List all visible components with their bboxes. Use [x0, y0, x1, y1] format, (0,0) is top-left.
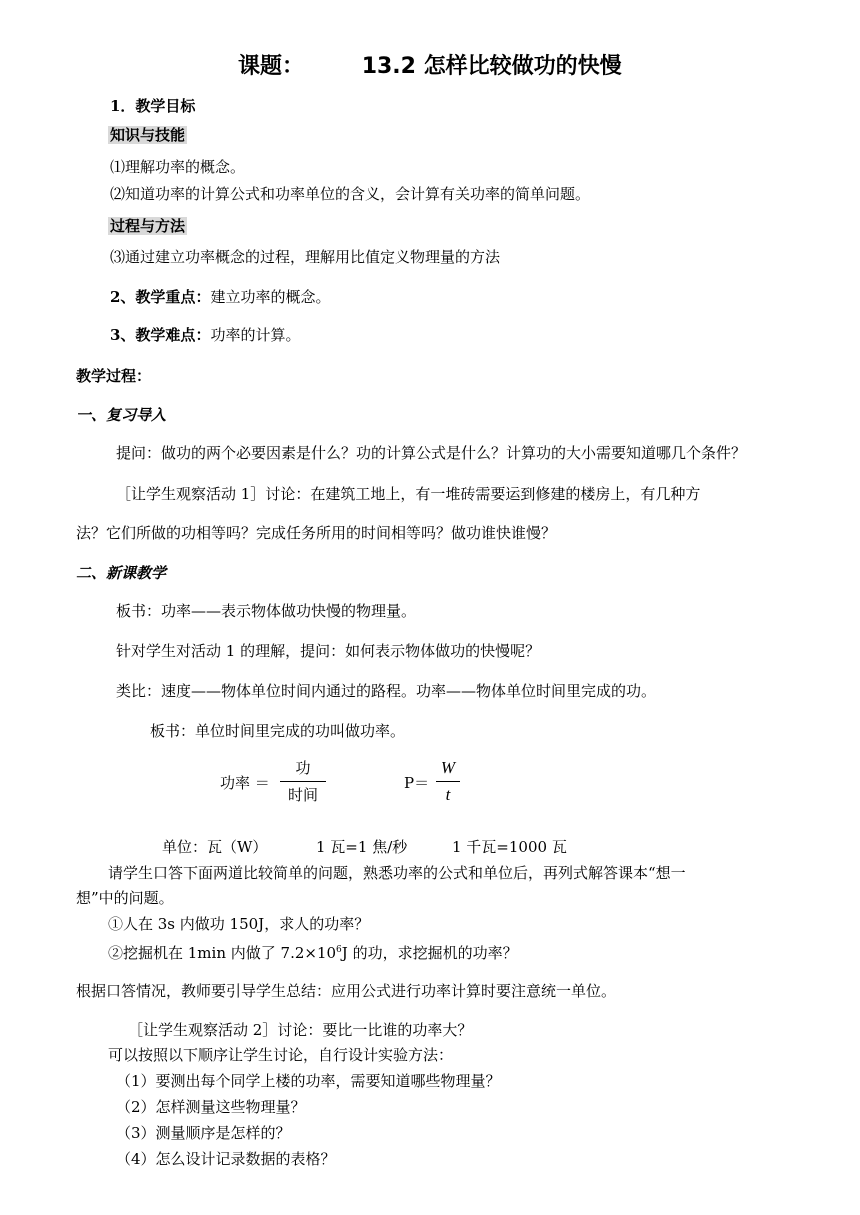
key-point-label: 2、教学重点： — [110, 288, 211, 306]
fraction-bar — [436, 781, 460, 782]
activity2-text: ［让学生观察活动 2］讨论：要比一比谁的功率大？ — [128, 1021, 473, 1039]
title-text: 13.2 怎样比较做功的快慢 — [361, 54, 622, 79]
order-intro: 可以按照以下顺序让学生讨论，自行设计实验方法： — [108, 1046, 454, 1064]
list-item: （2）怎样测量这些物理量？ — [116, 1098, 306, 1116]
exercise-2-pre: ②挖掘机在 1min 内做了 7.2×10 — [108, 944, 337, 962]
difficulty — [110, 325, 300, 345]
exercise-2 — [108, 940, 518, 963]
formula-symbol-denominator: t — [445, 785, 451, 804]
board-note-2: 板书：单位时间里完成的功叫做功率。 — [150, 722, 406, 740]
page-title — [238, 53, 622, 81]
fraction-bar — [280, 781, 326, 782]
title-prefix: 课题： — [238, 54, 305, 79]
formula-symbol-label: P＝ — [404, 774, 430, 792]
question-activity1: 针对学生对活动 1 的理解，提问：如何表示物体做功的快慢呢？ — [116, 642, 541, 660]
summary-text: 根据口答情况，教师要引导学生总结：应用公式进行功率计算时要注意统一单位。 — [76, 982, 617, 1000]
exercise-2-exponent: 6 — [336, 945, 342, 955]
key-point — [110, 287, 330, 307]
unit-watt: 单位：瓦（W） — [162, 838, 268, 856]
list-item: （4）怎么设计记录数据的表格？ — [116, 1150, 336, 1168]
formula-symbol-fraction — [436, 757, 460, 806]
goal-item-3: ⑶通过建立功率概念的过程，理解用比值定义物理量的方法 — [110, 248, 501, 266]
difficulty-label: 3、教学难点： — [110, 326, 211, 344]
exercise-2-post: J 的功，求挖掘机的功率？ — [341, 944, 518, 962]
knowledge-label: 知识与技能 — [110, 126, 186, 144]
section2-heading: 二、新课教学 — [76, 564, 167, 582]
exercise-intro-line1: 请学生口答下面两道比较简单的问题，熟悉功率的公式和单位后，再列式解答课本“想一 — [108, 864, 686, 882]
key-point-text: 建立功率的概念。 — [210, 288, 331, 306]
list-item: （3）测量顺序是怎样的？ — [116, 1124, 291, 1142]
section1-heading: 一、复习导入 — [76, 406, 167, 424]
board-note-1: 板书：功率——表示物体做功快慢的物理量。 — [116, 602, 417, 620]
formula-word-denominator: 时间 — [287, 786, 318, 804]
process-label-row — [108, 216, 187, 236]
process-method-label: 过程与方法 — [110, 217, 186, 235]
activity1-line1: ［让学生观察活动 1］讨论：在建筑工地上，有一堆砖需要运到修建的楼房上，有几种方 — [116, 485, 701, 503]
exercise-intro-line2: 想”中的问题。 — [76, 889, 174, 907]
list-item: （1）要测出每个同学上楼的功率，需要知道哪些物理量？ — [116, 1072, 501, 1090]
goal-item-2: ⑵知道功率的计算公式和功率单位的含义，会计算有关功率的简单问题。 — [110, 185, 591, 203]
unit-watt-definition: 1 瓦=1 焦/秒 — [316, 838, 408, 856]
unit-kilowatt: 1 千瓦=1000 瓦 — [452, 838, 567, 856]
goals-heading: 1．教学目标 — [110, 97, 196, 115]
formula-symbol-numerator: W — [440, 758, 456, 777]
formula-word-label: 功率 ＝ — [220, 774, 270, 792]
knowledge-label-row — [108, 125, 187, 145]
process-heading: 教学过程： — [76, 367, 152, 385]
formula-word-numerator: 功 — [295, 759, 311, 777]
exercise-1: ①人在 3s 内做功 150J，求人的功率？ — [108, 915, 370, 933]
formula-word-fraction — [280, 757, 326, 806]
goal-item-1: ⑴理解功率的概念。 — [110, 158, 246, 176]
activity1-line2: 法？它们所做的功相等吗？完成任务所用的时间相等吗？做功谁快谁慢？ — [76, 524, 557, 542]
difficulty-text: 功率的计算。 — [210, 326, 301, 344]
review-question: 提问：做功的两个必要因素是什么？功的计算公式是什么？计算功的大小需要知道哪几个条件？ — [116, 444, 747, 462]
analogy-text: 类比：速度——物体单位时间内通过的路程。功率——物体单位时间里完成的功。 — [116, 682, 657, 700]
